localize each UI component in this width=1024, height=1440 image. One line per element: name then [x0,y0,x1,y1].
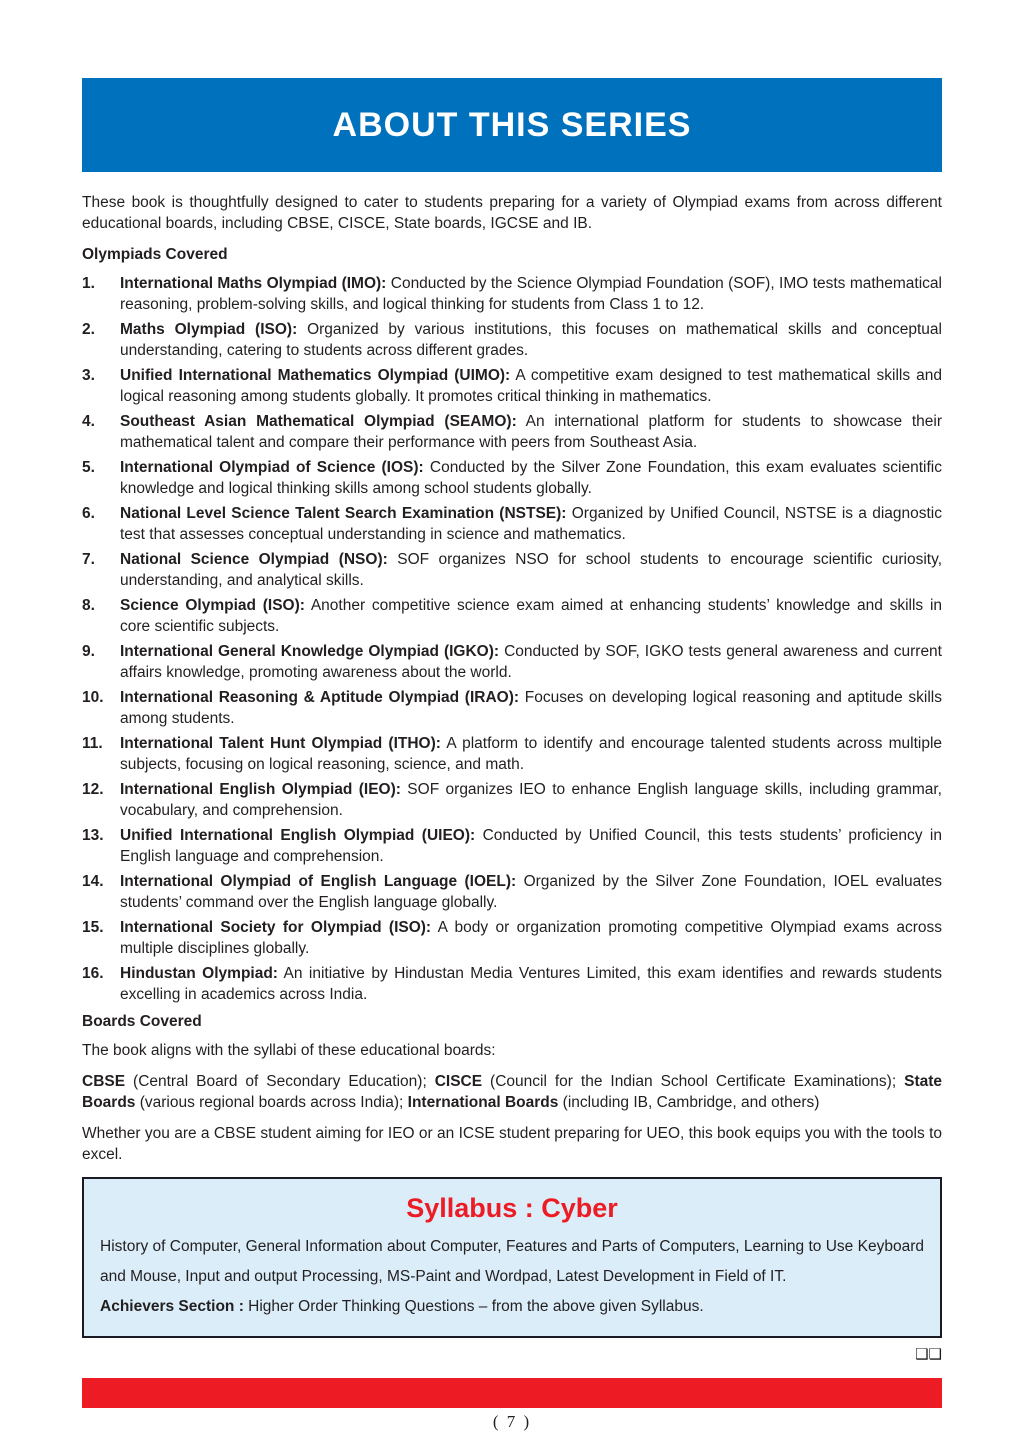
intro-paragraph: These book is thoughtfully designed to cater to students preparing for a variety of Olympiad exams from across different educational boards, including CBSE, CISCE, State boards, IGCSE and IB. [82,194,942,232]
item-text: International Maths Olympiad (IMO): Conducted by the Science Olympiad Foundation (SOF), IMO tests mathematical reasoning, problem-solving skills, and logical thinking for students from Class 1 to 12. [120,275,942,313]
item-text: International Reasoning & Aptitude Olympiad (IRAO): Focuses on developing logical reasoning and aptitude skills among students. [120,689,942,727]
syllabus-body: History of Computer, General Information about Computer, Features and Parts of Computers, Learning to Use Keyboard and Mouse, Input and output Processing, MS-Paint and Wordpad, Latest Development in Field of IT. [100,1238,924,1285]
item-number: 6. [82,505,95,522]
boards-outro: Whether you are a CBSE student aiming for IEO or an ICSE student preparing for UEO, this book equips you with the tools to excel. [82,1125,942,1163]
list-item [82,319,942,361]
list-item [82,871,942,913]
list-item [82,641,942,683]
item-number: 13. [82,827,104,844]
item-number: 16. [82,965,104,982]
boards-intro: The book aligns with the syllabi of these educational boards: [82,1042,496,1059]
olympiads-covered-heading: Olympiads Covered [82,246,228,263]
title-banner [82,78,942,172]
list-item [82,825,942,867]
item-text: International Olympiad of Science (IOS): Conducted by the Silver Zone Foundation, this exam evaluates scientific knowledge and logical thinking skills among school students globally. [120,459,942,497]
item-number: 9. [82,643,95,660]
item-number: 11. [82,735,103,752]
olympiad-list [82,273,942,1005]
item-number: 15. [82,919,104,936]
item-text: National Science Olympiad (NSO): SOF organizes NSO for school students to encourage scientific curiosity, understanding, and analytical skills. [120,551,942,589]
page-number: ( 7 ) [492,1412,532,1431]
item-text: International General Knowledge Olympiad (IGKO): Conducted by SOF, IGKO tests general awareness and current affairs knowledge, promoting awareness about the world. [120,643,942,681]
list-item [82,687,942,729]
list-item [82,963,942,1005]
list-item [82,503,942,545]
list-item [82,273,942,315]
list-item [82,365,942,407]
item-text: Hindustan Olympiad: An initiative by Hindustan Media Ventures Limited, this exam identifies and rewards students excelling in academics across India. [120,965,943,1003]
item-number: 3. [82,367,95,384]
item-text: Unified International English Olympiad (UIEO): Conducted by Unified Council, this tests students’ proficiency in English language and comprehension. [120,827,942,865]
item-text: International Society for Olympiad (ISO): A body or organization promoting competitive Olympiad exams across multiple disciplines globally. [120,919,942,957]
item-number: 4. [82,413,95,430]
list-item [82,917,942,959]
boards-covered-heading: Boards Covered [82,1013,202,1030]
item-text: Southeast Asian Mathematical Olympiad (SEAMO): An international platform for students to showcase their mathematical talent and compare their performance with peers from Southeast Asia. [120,413,943,451]
book-page [82,0,942,1432]
syllabus-title: Syllabus : Cyber [406,1193,618,1223]
item-number: 10. [82,689,104,706]
item-number: 8. [82,597,95,614]
list-item [82,411,942,453]
item-text: Science Olympiad (ISO): Another competitive science exam aimed at enhancing students’ knowledge and skills in core scientific subjects. [120,597,943,635]
footer-red-bar [82,1378,942,1408]
list-item [82,733,942,775]
item-number: 5. [82,459,95,476]
end-of-section-marks: ❑❑ [915,1346,942,1363]
list-item [82,779,942,821]
list-item [82,549,942,591]
boards-list: CBSE (Central Board of Secondary Education); CISCE (Council for the Indian School Certificate Examinations); State Boards (various regional boards across India); International Boards (including IB, Cambridge, and others) [82,1073,943,1111]
page-title: ABOUT THIS SERIES [332,105,692,144]
item-number: 1. [82,275,95,292]
item-number: 14. [82,873,104,890]
item-text: International Talent Hunt Olympiad (ITHO): A platform to identify and encourage talented students across multiple subjects, focusing on logical reasoning, science, and math. [120,735,943,773]
item-text: Unified International Mathematics Olympiad (UIMO): A competitive exam designed to test mathematical skills and logical reasoning among students globally. It promotes critical thinking in mathematics. [120,367,943,405]
list-item [82,595,942,637]
item-text: Maths Olympiad (ISO): Organized by various institutions, this focuses on mathematical skills and conceptual understanding, catering to students across different grades. [120,321,942,359]
item-number: 2. [82,321,95,338]
item-number: 12. [82,781,104,798]
item-text: International English Olympiad (IEO): SOF organizes IEO to enhance English language skills, including grammar, vocabulary, and comprehension. [120,781,942,819]
syllabus-box [82,1177,942,1338]
syllabus-achievers: Achievers Section : Higher Order Thinking Questions – from the above given Syllabus. [100,1298,704,1315]
item-text: International Olympiad of English Language (IOEL): Organized by the Silver Zone Foundation, IOEL evaluates students’ command over the English language globally. [120,873,942,911]
item-number: 7. [82,551,95,568]
item-text: National Level Science Talent Search Examination (NSTSE): Organized by Unified Council, NSTSE is a diagnostic test that assesses conceptual understanding in science and mathematics. [120,505,942,543]
list-item [82,457,942,499]
